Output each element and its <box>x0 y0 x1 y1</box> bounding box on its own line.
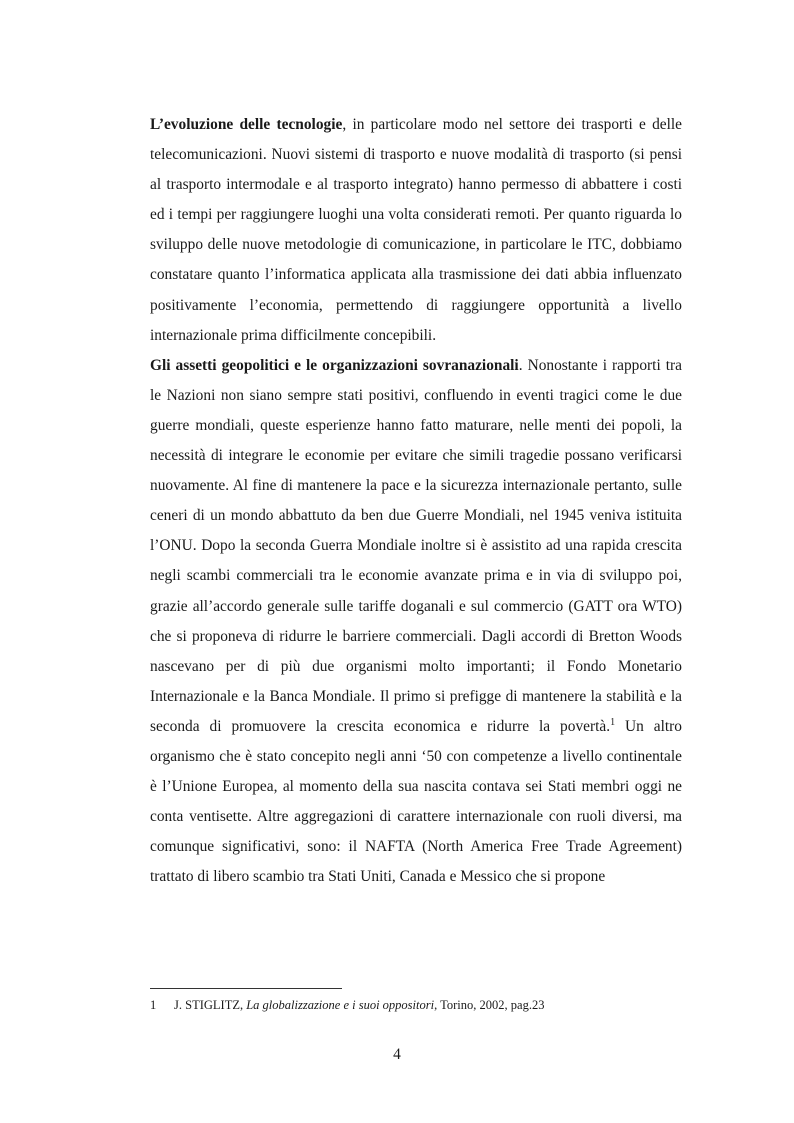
paragraph-text-technology: , in particolare modo nel settore dei trasporti e delle telecomunicazioni. Nuovi sistemi di trasporto e nuove modalità di trasporto (si pensi al trasporto intermodale e al trasporto integrato) hanno permesso di abbattere i costi ed i tempi per raggiungere luoghi una volta considerati remoti. Per quanto riguarda lo sviluppo delle nuove metodologie di comunicazione, in particolare le ITC, dobbiamo constatare quanto l’informatica applicata alla trasmissione dei dati abbia influenzato positivamente l’economia, permettendo di raggiungere opportunità a livello internazionale prima difficilmente concepibili. <box>150 116 682 344</box>
footnote <box>150 997 710 1013</box>
paragraph-technology <box>150 110 682 351</box>
paragraph-text-geopolitics-part1: . Nonostante i rapporti tra le Nazioni non siano sempre stati positivi, confluendo in eventi tragici come le due guerre mondiali, queste esperienze hanno fatto maturare, nelle menti dei popoli, la necessità di integrare le economie per evitare che simili tragedie possano verificarsi nuovamente. Al fine di mantenere la pace e la sicurezza internazionale pertanto, sulle ceneri di un mondo abbattuto da ben due Guerre Mondiali, nel 1945 veniva istituita l’ONU. Dopo la seconda Guerra Mondiale inoltre si è assistito ad una rapida crescita negli scambi commerciali tra le economie avanzate prima e in via di sviluppo poi, grazie all’accordo generale sulle tariffe doganali e sul commercio (GATT ora WTO) che si proponeva di ridurre le barriere commerciali. Dagli accordi di Bretton Woods nascevano per di più due organismi molto importanti; il Fondo Monetario Internazionale e la Banca Mondiale. Il primo si prefigge di mantenere la stabilità e la seconda di promuovere la crescita economica e ridurre la povertà. <box>150 356 682 735</box>
paragraph-lead-technology: L’evoluzione delle tecnologie <box>150 116 343 133</box>
page-number: 4 <box>393 1046 401 1063</box>
paragraph-geopolitics <box>150 351 682 893</box>
paragraph-lead-geopolitics: Gli assetti geopolitici e le organizzazioni sovranazionali <box>150 356 519 374</box>
footnote-details: , Torino, 2002, pag.23 <box>434 998 545 1012</box>
footnote-title: La globalizzazione e i suoi oppositori <box>246 998 435 1012</box>
body-text <box>150 110 682 892</box>
footnote-separator <box>150 988 342 989</box>
footnote-author: J. STIGLITZ, <box>174 998 247 1012</box>
paragraph-text-geopolitics-part2: Un altro organismo che è stato concepito negli anni ‘50 con competenze a livello continentale è l’Unione Europea, al momento della sua nascita contava sei Stati membri oggi ne conta ventisette. Altre aggregazioni di carattere internazionale con ruoli diversi, ma comunque significativi, sono: il NAFTA (North America Free Trade Agreement) trattato di libero scambio tra Stati Uniti, Canada e Messico che si propone <box>150 717 682 886</box>
footnote-number: 1 <box>150 998 157 1012</box>
footnote-reference[interactable]: 1 <box>610 716 616 728</box>
